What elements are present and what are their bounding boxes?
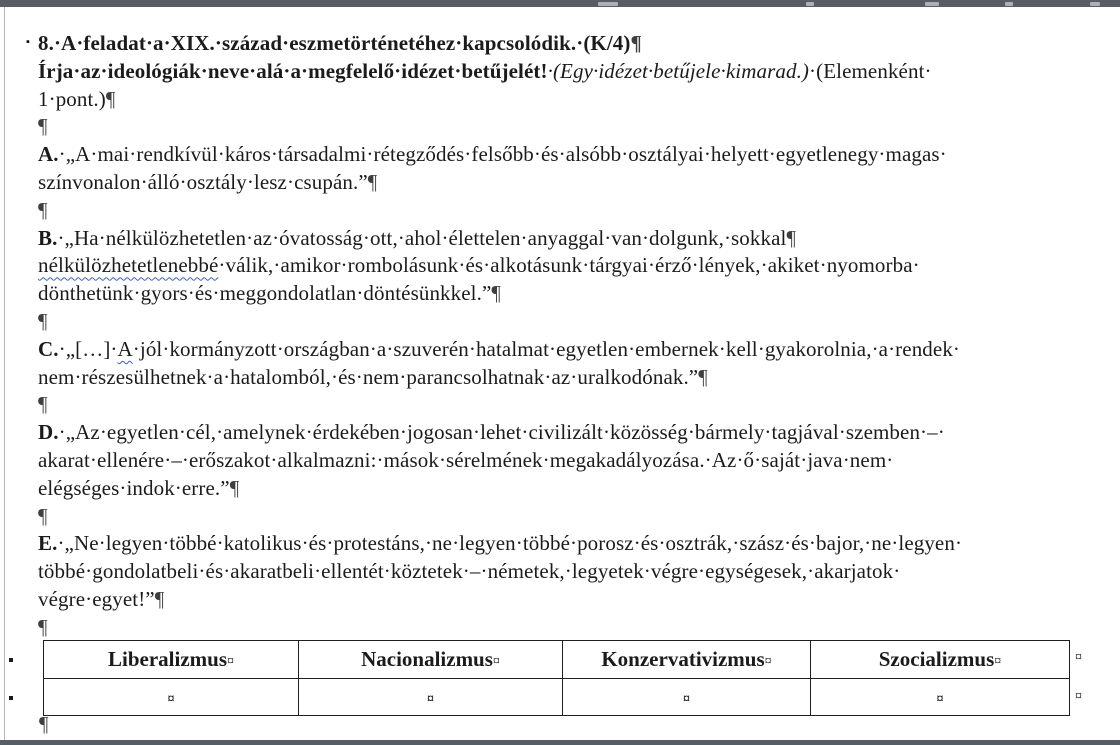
quote-a-line1 [38, 141, 1098, 169]
list-bullet-icon: ▪ [26, 36, 30, 48]
paragraph-mark: ¶ [367, 169, 378, 194]
end-of-cell-mark: ¤ [492, 654, 500, 669]
quote-d-line2 [38, 447, 1098, 475]
answers-table [43, 640, 1070, 716]
quote-b-text: ·válik,·amikor·rombolásunk·és·alkotásunk·tárgyai·érző·lények,·akiket·nyomorba· [218, 253, 920, 278]
paragraph-mark: ¶ [38, 614, 48, 639]
quote-b-label: B. [38, 225, 58, 250]
quote-d-text: akarat·ellenére·–·erőszakot·alkalmazni:·mások·sérelmének·megakadályozása.·Az·ő·saját·java·nem· [38, 447, 894, 472]
quote-a-label: A. [38, 142, 59, 167]
answer-cell-szocializmus[interactable] [811, 679, 1070, 716]
end-of-cell-mark: ¤ [994, 654, 1002, 669]
quote-e-text: ·„Ne·legyen·többé·katolikus·és·protestáns,·ne·legyen·többé·porosz·és·osztrák,·szász·és·bajor,·ne·legyen· [57, 531, 963, 556]
answer-cell-konzervativizmus[interactable] [563, 679, 811, 716]
empty-paragraph [38, 391, 1098, 419]
empty-paragraph [38, 503, 1098, 531]
quote-d-text: elégséges·indok·erre.” [38, 475, 230, 500]
paragraph-mark: ¶ [38, 308, 48, 333]
quote-e-label: E. [38, 531, 58, 556]
quote-b-line1 [38, 225, 1098, 253]
paragraph-mark: ¶ [786, 225, 797, 250]
header-cell-konzervativizmus [563, 641, 811, 679]
quote-c-label: C. [38, 336, 59, 361]
end-of-cell-mark: ¤ [227, 654, 234, 669]
header-cell-nacionalizmus [299, 641, 563, 679]
table-header-row [44, 641, 1070, 679]
end-of-cell-mark: ¤ [764, 654, 772, 669]
quote-c-text: ·jól·kormányzott·országban·a·szuverén·hatalmat·egyetlen·embernek·kell·gyakorolnia,·a·rendek· [132, 336, 961, 361]
paragraph-mark: ¶ [229, 475, 240, 500]
toolbar-text-remnant [925, 2, 939, 6]
quote-a-line2 [38, 169, 1098, 197]
end-of-cell-mark: ¤ [683, 691, 690, 707]
instruction-tail-text: ·(Elemenként· [809, 58, 932, 83]
quote-c-text: ·„[…]· [58, 336, 118, 361]
header-cell-szocializmus [811, 641, 1070, 679]
quote-d-label: D. [38, 420, 59, 445]
paragraph-mark: ¶ [38, 503, 48, 528]
quote-e-text: többé·gondolatbeli·és·akaratbeli·ellentét·köztetek·–·németek,·legyetek·végre·egységesek,·akarjatok· [38, 559, 901, 584]
instruction-bold-text: Írja·az·ideológiák·neve·alá·a·megfelelő·idézet·betűjelét! [38, 58, 548, 83]
paragraph-mark: ¶ [38, 114, 48, 139]
row-marker-tick [9, 658, 13, 662]
trailing-paragraph [39, 712, 49, 737]
end-of-cell-mark: ¤ [427, 691, 434, 707]
quote-c-text: nem·részesülhetnek·a·hatalomból,·és·nem·parancsolhatnak·az·uralkodónak.” [38, 364, 699, 389]
paragraph-mark: ¶ [39, 712, 49, 736]
paragraph-mark: ¶ [38, 392, 48, 417]
quote-c-line1 [38, 336, 1098, 364]
quote-d-line1 [38, 419, 1098, 447]
column-header-label: Liberalizmus [108, 647, 227, 671]
quote-e-line2 [38, 558, 1098, 586]
end-of-cell-mark: ¤ [936, 691, 944, 707]
column-header-label: Szocializmus [878, 647, 995, 671]
paragraph-mark: ¶ [105, 86, 116, 111]
paragraph-mark: ¶ [630, 31, 642, 55]
quote-d-text: ·„Az·egyetlen·cél,·amelynek·érdekében·jogosan·lehet·civilizált·közösség·bármely·tagjával·szemben·–· [58, 420, 945, 445]
app-chrome-bottom-bar [0, 740, 1120, 745]
task-heading-text: 8.·A·feladat·a·XIX.·század·eszmetörténetéhez·kapcsolódik.·(K/4) [38, 31, 631, 55]
quote-b-line3 [38, 280, 1098, 308]
toolbar-text-remnant [806, 2, 814, 6]
column-header-label: Nacionalizmus [361, 647, 493, 671]
instruction-line2-text: 1·pont.) [38, 86, 106, 111]
answer-cell-nacionalizmus[interactable] [299, 679, 563, 716]
end-of-row-mark: ¤ [1075, 689, 1082, 704]
quote-d-line3 [38, 475, 1098, 503]
quote-a-text: színvonalon·álló·osztály·lesz·csupán.” [38, 169, 368, 194]
toolbar-text-remnant [1090, 2, 1100, 6]
paragraph-mark: ¶ [491, 281, 501, 306]
task-instruction-line1 [38, 58, 1098, 86]
quote-b-text: dönthetünk·gyors·és·meggondolatlan·döntésünkkel.” [38, 281, 492, 306]
quote-a-text: ·„A·mai·rendkívül·káros·társadalmi·rétegződés·felsőbb·és·alsóbb·osztályai·helyett·egyetlenegy·magas· [58, 142, 947, 167]
empty-paragraph [38, 197, 1098, 225]
page-left-edge [4, 7, 5, 740]
spellcheck-flagged-word: A [117, 336, 133, 361]
header-cell-liberalizmus [44, 641, 299, 679]
quote-e-text: végre·egyet!” [38, 586, 155, 611]
quote-e-line3 [38, 586, 1098, 614]
empty-paragraph [38, 113, 1098, 141]
instruction-italic-text: ·(Egy·idézet·betűjele·kimarad.) [547, 58, 810, 83]
column-header-label: Konzervativizmus [601, 647, 765, 671]
end-of-row-mark: ¤ [1075, 650, 1082, 665]
toolbar-text-remnant [1005, 2, 1013, 6]
toolbar-text-remnant [598, 2, 618, 6]
answer-cell-liberalizmus[interactable] [44, 679, 299, 716]
quote-b-text: ·„Ha·nélkülözhetetlen·az·óvatosság·ott,·ahol·élettelen·anyaggal·van·dolgunk,·sokkal [57, 225, 787, 250]
empty-paragraph [38, 308, 1098, 336]
app-chrome-top-bar [0, 0, 1120, 7]
task-instruction-line2 [38, 86, 1098, 114]
table-answer-row [44, 679, 1070, 716]
quote-e-line1 [38, 530, 1098, 558]
task-heading [26, 30, 1098, 58]
quote-c-line2 [38, 364, 1098, 392]
quote-b-line2 [38, 252, 1098, 280]
empty-paragraph [38, 614, 1098, 642]
paragraph-mark: ¶ [38, 197, 48, 222]
paragraph-mark: ¶ [698, 364, 708, 389]
row-marker-tick [9, 696, 13, 700]
paragraph-mark: ¶ [154, 586, 165, 611]
end-of-cell-mark: ¤ [167, 691, 175, 707]
spellcheck-flagged-word: nélkülözhetetlenebbé [38, 253, 219, 278]
document-body [26, 30, 1098, 642]
